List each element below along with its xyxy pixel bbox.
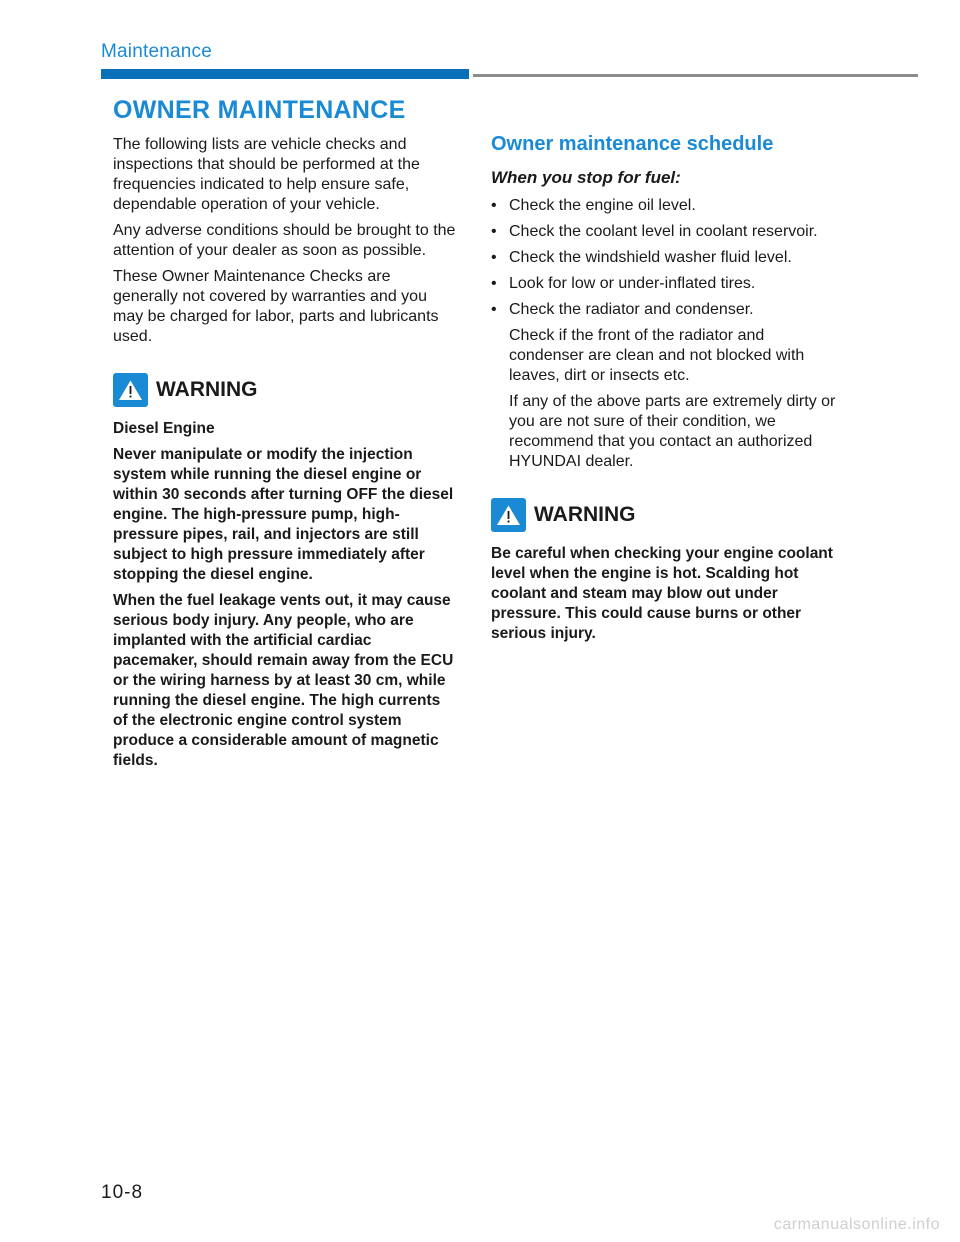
warning-triangle-icon (491, 498, 526, 532)
warning-label: WARNING (534, 503, 636, 526)
warning-text: Be careful when checking your engine coolant level when the engine is hot. Scalding hot coolant and steam may blow out under pressure. This could cause burns or other serious injury. (491, 545, 833, 642)
bullet-icon: • (491, 275, 497, 292)
fuel-stop-checklist (491, 196, 836, 320)
dealer-note: If any of the above parts are extremely dirty or you are not sure of their condition, we recommend that you contact an authorized HYUNDAI dealer. (509, 393, 836, 470)
adverse-conditions-paragraph: Any adverse conditions should be brought to the attention of your dealer as soon as possible. (113, 222, 456, 259)
page-number: 10-8 (101, 1182, 144, 1203)
warning-subtitle: Diesel Engine (113, 420, 215, 437)
warning-header-diesel (113, 373, 458, 407)
list-item: • Check the radiator and condenser. (491, 301, 754, 318)
bullet-icon: • (491, 249, 497, 266)
bullet-icon: • (491, 223, 497, 240)
header-rule-blue (101, 69, 469, 79)
intro-paragraph: The following lists are vehicle checks and inspections that should be performed at the frequencies indicated to help ensure safe, dependable operation of your vehicle. (113, 136, 420, 213)
warning-header-coolant (491, 498, 836, 532)
bullet-icon: • (491, 197, 497, 214)
right-column (491, 133, 836, 650)
list-item: • Look for low or under-inflated tires. (491, 275, 756, 292)
list-item: • Check the coolant level in coolant reservoir. (491, 223, 818, 240)
watermark: carmanualsonline.info (773, 1216, 940, 1233)
list-item: • Check the engine oil level. (491, 197, 696, 214)
page-title: OWNER MAINTENANCE (113, 96, 406, 124)
warning-text: Never manipulate or modify the injection system while running the diesel engine or within 30 seconds after turning OFF the diesel engine. The high-pressure pump, high-pressure pipes, rail, and injectors are still subject to high pressure immediately after stopping the diesel engine. (113, 446, 454, 583)
left-column (113, 96, 458, 777)
section-header: Maintenance (101, 41, 212, 62)
bullet-icon: • (491, 301, 497, 318)
subsection-title: Owner maintenance schedule (491, 133, 774, 155)
warning-text: When the fuel leakage vents out, it may cause serious body injury. Any people, who are implanted with the artificial cardiac pacemaker, should remain away from the ECU or the wiring harness by at least 30 cm, while running the diesel engine. The high currents of the electronic engine control system produce a considerable amount of magnetic fields. (113, 592, 454, 769)
list-item: • Check the windshield washer fluid level. (491, 249, 792, 266)
radiator-note: Check if the front of the radiator and condenser are clean and not blocked with leaves, dirt or insects etc. (509, 327, 805, 384)
fuel-stop-subhead: When you stop for fuel: (491, 168, 681, 187)
warning-label: WARNING (156, 378, 258, 401)
warning-triangle-icon (113, 373, 148, 407)
warranty-paragraph: These Owner Maintenance Checks are generally not covered by warranties and you may be charged for labor, parts and lubricants used. (113, 268, 439, 345)
header-rule-gray (473, 74, 918, 77)
